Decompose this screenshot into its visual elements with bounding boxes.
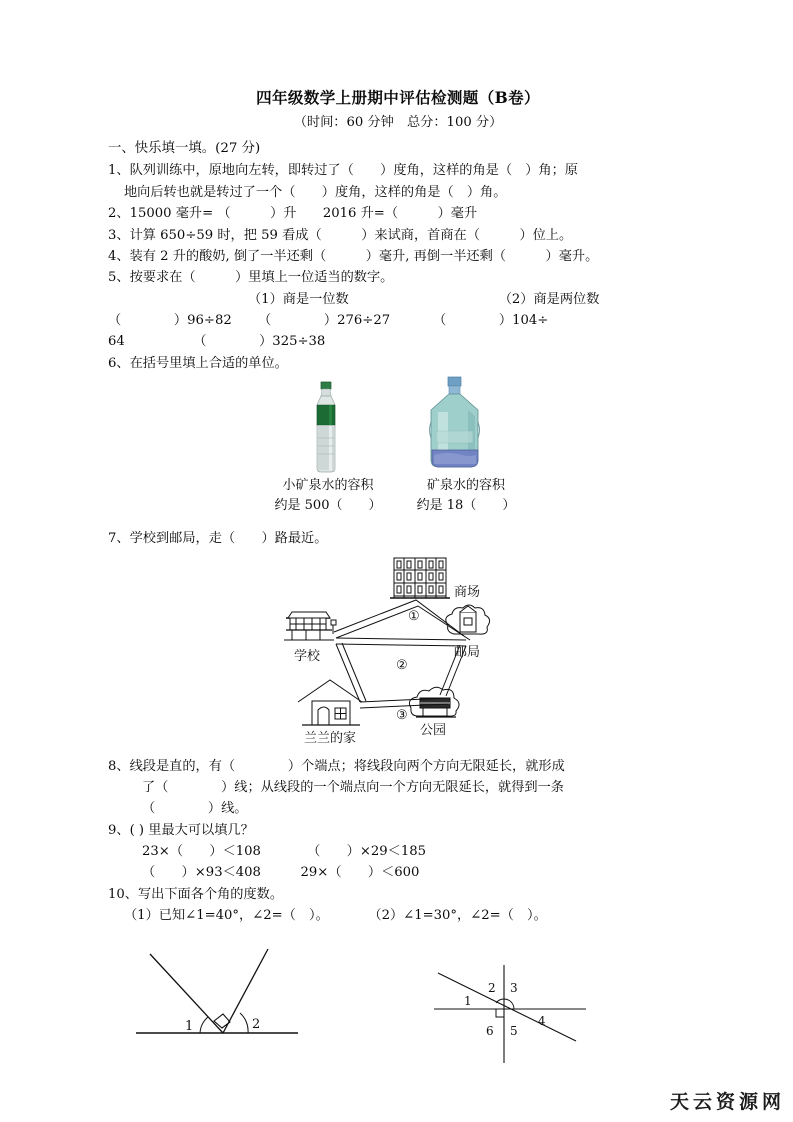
question-4: 4、装有 2 升的酸奶, 倒了一半还剩（ ）毫升, 再倒一半还剩（ ）毫升。 (108, 248, 599, 264)
question-10-subquestions: （1）已知∠1=40°，∠2=（ ）。 （2）∠1=30°，∠2=（ ）。 (124, 908, 547, 924)
question-2: 2、15000 毫升= （ ）升 2016 升=（ ）毫升 (108, 206, 478, 222)
angle-figure-2-label-6: 6 (486, 1023, 494, 1038)
question-7-figure (108, 556, 688, 756)
large-water-jug-image (418, 376, 492, 476)
site-watermark: 天云资源网 (669, 1091, 785, 1113)
page-title: 四年级数学上册期中评估检测题（B卷） (256, 88, 540, 107)
map-path-2-label: ② (396, 657, 408, 673)
small-bottle-caption (248, 476, 408, 516)
mall-building-icon (390, 558, 450, 598)
question-8-line-3: （ ）线。 (142, 801, 248, 817)
angle-figure-1-svg (128, 941, 328, 1051)
large-jug-caption-line-1: 矿泉水的容积 (426, 478, 505, 494)
angle-figure-2-label-2: 2 (488, 980, 496, 995)
question-5-head-1: （1）商是一位数 (248, 291, 349, 307)
map-path-1-label: ① (408, 608, 420, 624)
question-8-line-1: 8、线段是直的，有（ ）个端点；将线段向两个方向无限延长，就形成 (108, 758, 565, 774)
question-5-items-row-2 (108, 331, 688, 352)
map-path-3-label: ③ (396, 707, 408, 723)
question-5-prompt: 5、按要求在（ ）里填上一位适当的数字。 (108, 270, 394, 286)
large-jug-caption (386, 476, 546, 516)
question-10-figures (108, 941, 688, 1071)
question-5-item-4: 64 (108, 334, 125, 350)
map-label-home: 兰兰的家 (304, 730, 357, 746)
question-10-prompt: 10、写出下面各个角的度数。 (108, 886, 284, 902)
question-5-subheads (108, 289, 688, 310)
small-bottle-caption-line-2: 约是 500（ ） (274, 498, 382, 514)
question-9-prompt: 9、( ) 里最大可以填几？ (108, 822, 254, 838)
angle-figure-2-label-5: 5 (510, 1023, 518, 1038)
large-jug-caption-line-2: 约是 18（ ） (416, 498, 516, 514)
map-label-mall: 商场 (454, 584, 481, 600)
angle-figure-2-label-1: 1 (464, 993, 472, 1008)
page-subtitle: （时间：60 分钟 总分：100 分） (293, 115, 503, 131)
question-3: 3、计算 650÷59 时，把 59 看成（ ）来试商，首商在（ ）位上。 (108, 227, 573, 243)
angle-figure-1-label-2: 2 (252, 1016, 261, 1032)
question-5-item-1: （ ）96÷82 (108, 313, 232, 329)
park-icon (409, 687, 459, 717)
question-5-item-5: （ ）325÷38 (193, 334, 326, 350)
small-bottle-caption-line-1: 小矿泉水的容积 (282, 478, 374, 494)
question-6-prompt: 6、在括号里填上合适的单位。 (108, 355, 288, 371)
neighborhood-map-svg (268, 556, 518, 756)
angle-figure-1-label-1: 1 (185, 1018, 194, 1034)
map-label-school: 学校 (294, 648, 321, 664)
home-house-icon (298, 680, 362, 725)
post-office-icon (446, 605, 490, 634)
large-jug-svg (418, 376, 492, 472)
section-heading-one: 一、快乐填一填。(27 分) (108, 141, 261, 157)
map-label-post-office: 邮局 (454, 644, 481, 660)
small-water-bottle-image (304, 380, 348, 480)
small-bottle-svg (304, 380, 348, 476)
map-label-park: 公园 (420, 722, 447, 738)
question-5-items-row-1 (108, 310, 688, 331)
question-1-line-1: 1、队列训练中，原地向左转，即转过了（ ）度角，这样的角是（ ）角；原 (108, 163, 578, 179)
school-building-icon (284, 612, 336, 640)
page-content (108, 88, 688, 1071)
question-1-line-2: 地向后转也就是转过了一个（ ）度角，这样的角是（ ）角。 (124, 184, 507, 200)
question-9-line-2: 23×（ ）＜108 （ ）×29＜185 (142, 844, 427, 860)
question-7-prompt: 7、学校到邮局，走（ ）路最近。 (108, 531, 328, 547)
angle-figure-2-label-4: 4 (538, 1013, 546, 1028)
question-5-item-2: （ ）276÷27 (258, 313, 391, 329)
question-8-line-2: 了（ ）线；从线段的一个端点向一个方向无限延长，就得到一条 (142, 779, 564, 795)
angle-figure-2-svg (426, 959, 626, 1069)
question-5-item-3: （ ）104÷ (433, 313, 549, 329)
angle-figure-2-label-3: 3 (510, 980, 518, 995)
question-9-line-3: （ ）×93＜408 29×（ ）＜600 (142, 865, 420, 881)
question-5-head-2: （2）商是两位数 (498, 291, 600, 307)
question-6-figure (108, 378, 688, 528)
